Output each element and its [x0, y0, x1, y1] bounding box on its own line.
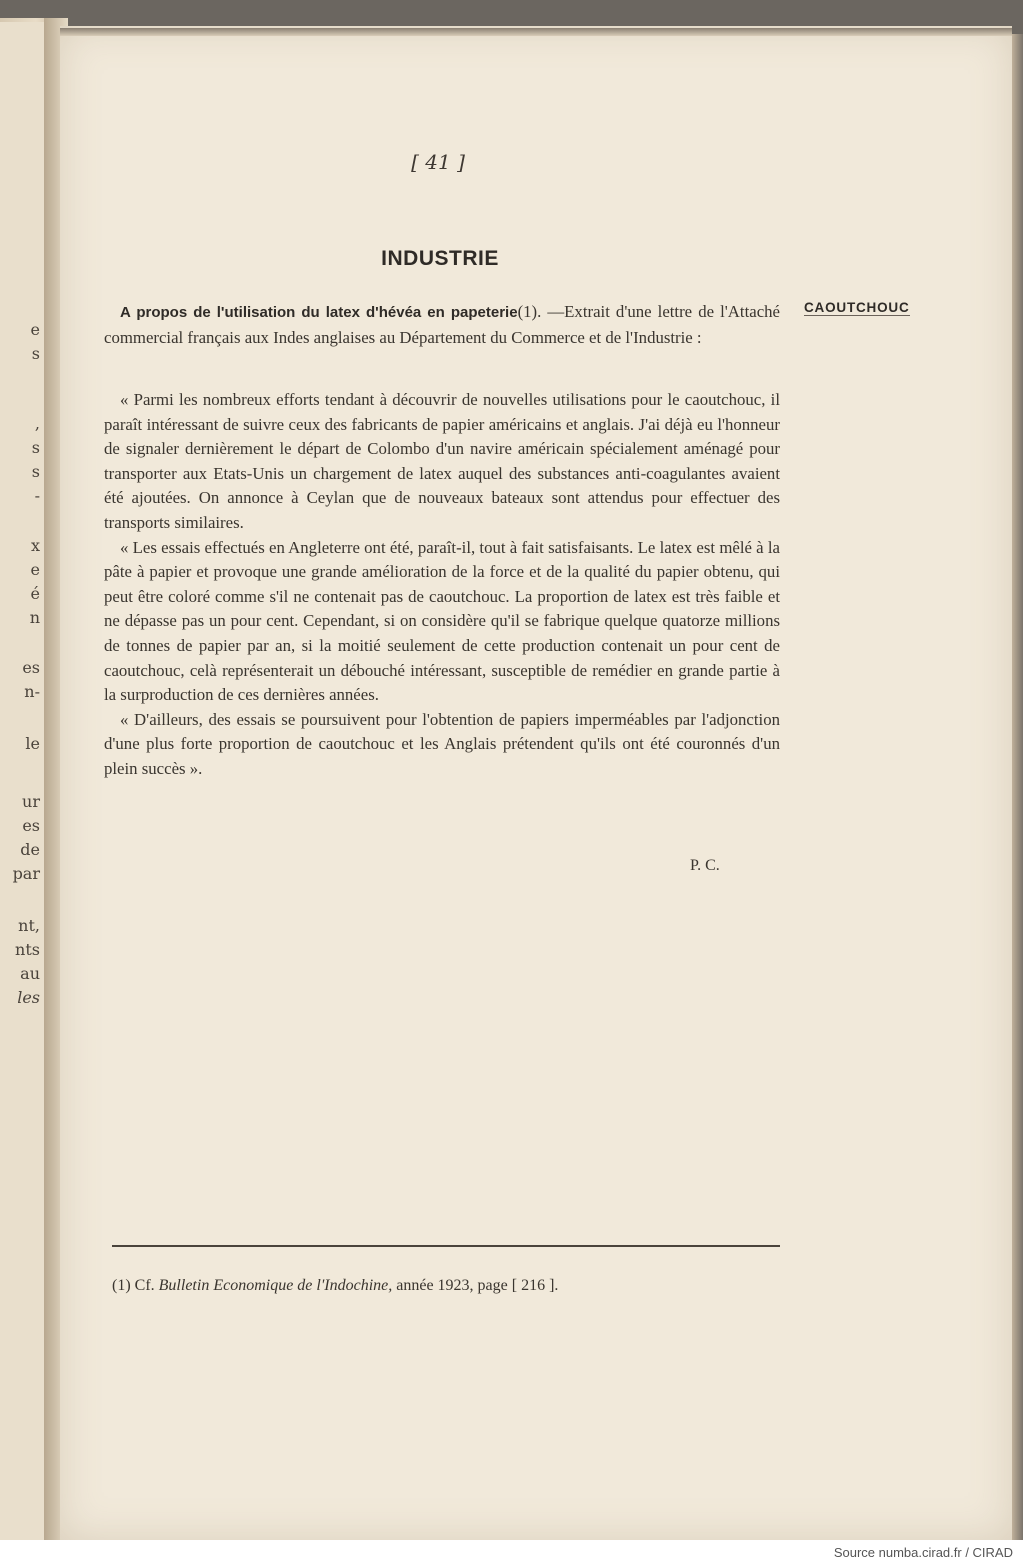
footnote-title: Bulletin Economique de l'Indochine, [158, 1277, 393, 1294]
left-page [0, 22, 46, 1540]
source-caption: Source numba.cirad.fr / CIRAD [833, 1545, 1013, 1560]
article-body [104, 388, 780, 782]
left-fragment: x [30, 536, 40, 555]
article-intro-text: (1). —Extrait d'une lettre de l'Attaché commercial français aux Indes anglaises au Département du Commerce et de l'Industrie : [104, 302, 780, 347]
page-number: [ 41 ] [411, 150, 465, 174]
left-fragment: n- [24, 682, 40, 701]
left-fragment: n [29, 608, 40, 627]
left-fragment: - [34, 486, 40, 505]
left-fragment: nts [15, 940, 40, 959]
left-fragment: nt, [18, 916, 40, 935]
left-fragment: é [30, 584, 40, 603]
left-fragment: , [34, 414, 40, 433]
left-fragment: es [22, 658, 40, 677]
footnote-rest: année 1923, page [ 216 ]. [396, 1277, 559, 1294]
left-fragment: e [30, 560, 40, 579]
left-fragment: es [22, 816, 40, 835]
left-fragment: les [17, 988, 40, 1007]
left-fragment: s [31, 462, 40, 481]
left-fragment: au [20, 964, 40, 983]
left-fragment: s [31, 344, 40, 363]
article-heading: A propos de l'utilisation du latex d'hévéa en papeterie [120, 304, 518, 321]
left-fragment: ur [22, 792, 40, 811]
footnote [112, 1277, 558, 1295]
paragraph: « Les essais effectués en Angleterre ont été, paraît-il, tout à fait satisfaisants. Le latex est mêlé à la pâte à papier et provoque une grande amélioration de la force et de la qualité du papier obtenu, qui peut être coloré comme s'il ne contenait pas de caoutchouc. La proportion de latex est très faible et ne dépasse pas un pour cent. Cependant, si on considère qu'il se fabrique quelque quatorze millions de tonnes de papier par an, si la moitié seulement de cette production contenait un pour cent de caoutchouc, celà représenterait un débouché intéressant, susceptible de remédier en grande partie à la surproduction de ces dernières années. [104, 537, 780, 705]
page-right-edge [1012, 34, 1023, 1540]
footnote-marker: (1) Cf. [112, 1277, 155, 1294]
section-title: INDUSTRIE [381, 247, 499, 270]
footnote-rule [112, 1245, 780, 1247]
article-intro [104, 300, 780, 350]
left-fragment: s [31, 438, 40, 457]
left-fragment: e [30, 320, 40, 339]
paragraph: « D'ailleurs, des essais se poursuivent pour l'obtention de papiers imperméables par l'adjonction d'une plus forte proportion de caoutchouc et les Anglais prétendent qu'ils ont été couronnés d'un plein succès ». [104, 709, 780, 778]
left-fragment: par [12, 864, 40, 883]
left-fragment: le [25, 734, 40, 753]
signature: P. C. [690, 857, 720, 874]
left-fragment: de [20, 840, 40, 859]
page-top-edge [60, 28, 1012, 36]
margin-label: CAOUTCHOUC [804, 300, 910, 315]
paragraph: « Parmi les nombreux efforts tendant à découvrir de nouvelles utilisations pour le caoutchouc, il paraît intéressant de suivre ceux des fabricants de papier américains et anglais. J'ai déjà eu l'honneur de signaler dernièrement le départ de Colombo d'un navire américain spécialement aménagé pour transporter aux Etats-Unis un chargement de latex auquel des substances anti-coagulantes avaient été ajoutées. On annonce à Ceylan que de nouveaux bateaux sont attendus pour effectuer des transports similaires. [104, 390, 780, 532]
